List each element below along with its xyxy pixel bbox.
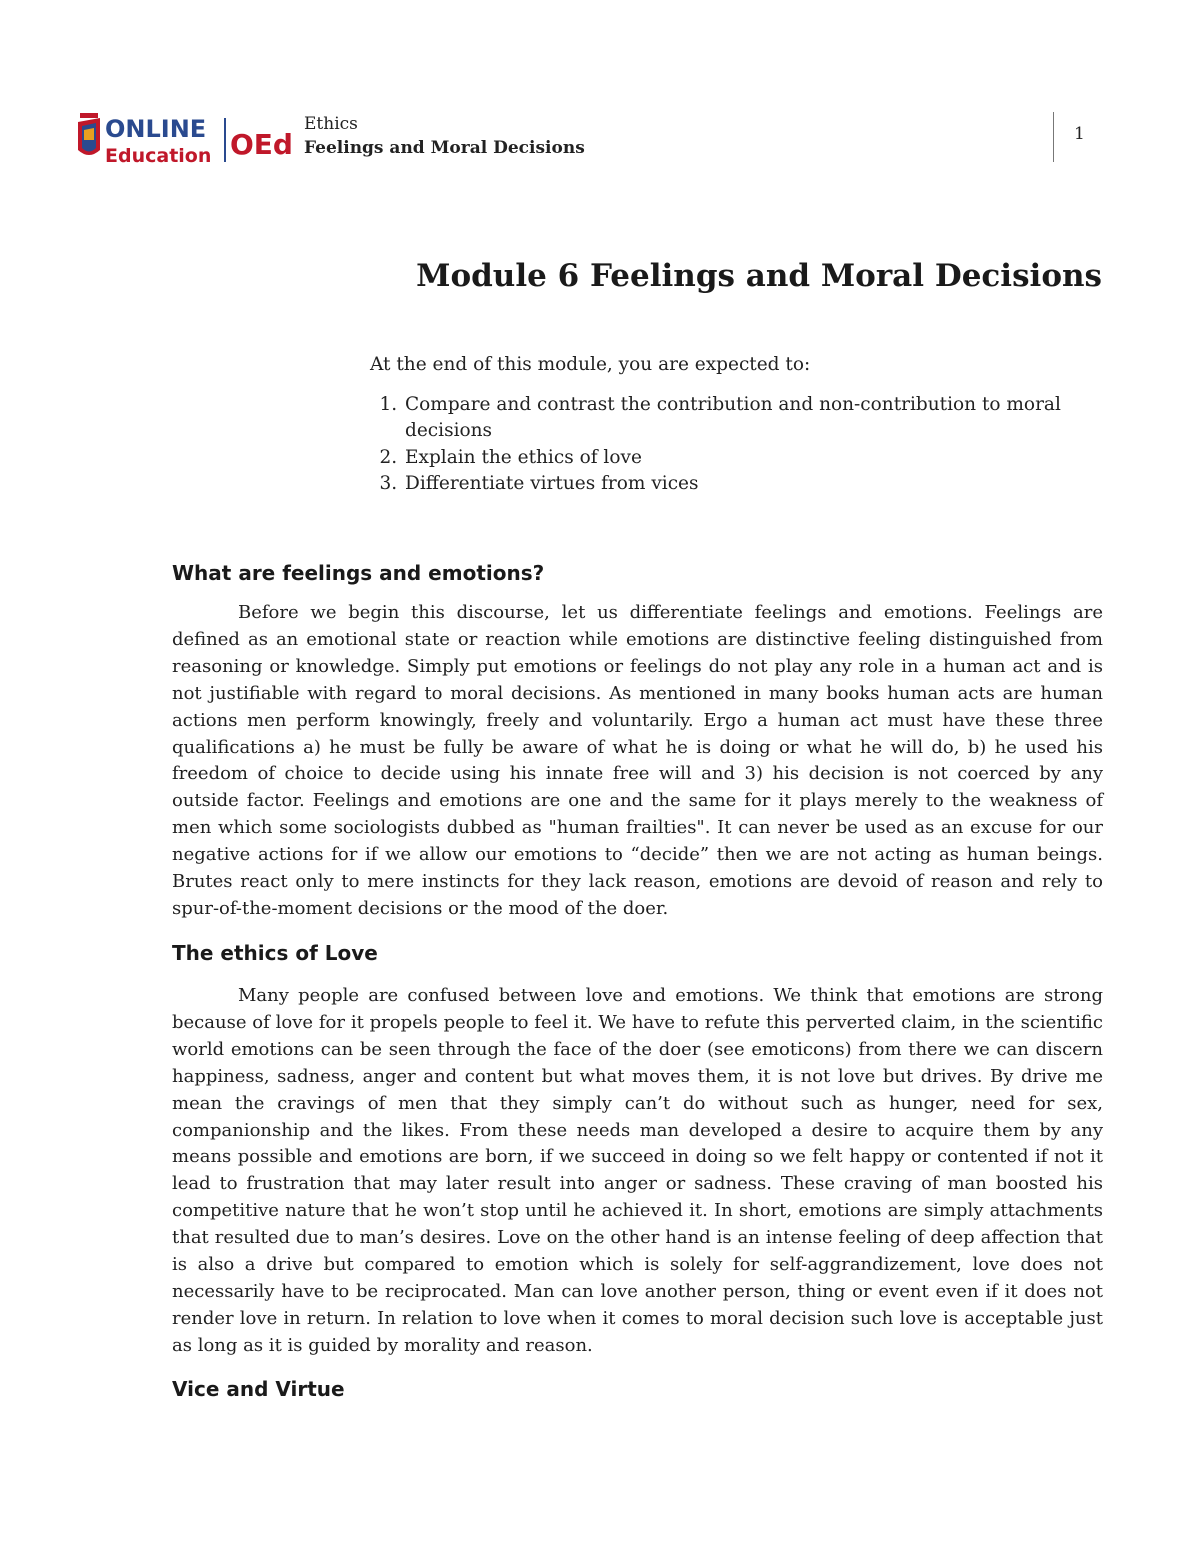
objective-item: 2. Explain the ethics of love [403, 445, 1100, 472]
shield-icon [78, 113, 100, 155]
module-title: Module 6 Feelings and Moral Decisions [416, 258, 1102, 294]
header-text [304, 112, 585, 160]
section-heading: What are feelings and emotions? [172, 561, 545, 585]
section-ethics-of-love [172, 940, 1103, 1360]
page-number-divider [1053, 112, 1054, 162]
logo-education-text: Education [105, 145, 212, 166]
objective-item: 1. Compare and contrast the contribution and non-contribution to moral decisions [403, 392, 1100, 445]
online-education-logo [74, 110, 298, 166]
learning-objectives [370, 352, 1100, 498]
objectives-intro: At the end of this module, you are expected to: [370, 354, 811, 375]
objectives-list [370, 392, 1100, 498]
page-number: 1 [1074, 124, 1085, 144]
section-feelings-emotions [172, 560, 1103, 923]
course-name: Ethics [304, 114, 358, 134]
section-heading: The ethics of Love [172, 941, 378, 965]
objective-item: 3. Differentiate virtues from vices [403, 471, 1100, 498]
section-heading: Vice and Virtue [172, 1377, 345, 1401]
logo-online-text: ONLINE [105, 115, 207, 143]
logo-oed-text: OEd [230, 128, 293, 161]
section-vice-virtue [172, 1376, 1103, 1402]
section-body: Before we begin this discourse, let us differentiate feelings and emotions. Feelings are defined as an emotional state or reaction while emotions are distinctive feeling distinguished from reasoning or knowledge. Simply put emotions or feelings do not play any role in a human act and is not justifiable with regard to moral decisions. As mentioned in many books human acts are human actions men perform knowingly, freely and voluntarily. Ergo a human act must have these three qualifications a) he must be fully be aware of what he is doing or what he will do, b) he used his freedom of choice to decide using his innate free will and 3) his decision is not coerced by any outside factor. Feelings and emotions are one and the same for it plays merely to the weakness of men which some sociologists dubbed as "human frailties". It can never be used as an excuse for our negative actions for if we allow our emotions to “decide” then we are not acting as human beings. Brutes react only to mere instincts for they lack reason, emotions are devoid of reason and rely to spur-of-the-moment decisions or the mood of the doer. [172, 602, 1103, 919]
section-body: Many people are confused between love and emotions. We think that emotions are strong because of love for it propels people to feel it. We have to refute this perverted claim, in the scientific world emotions can be seen through the face of the doer (see emoticons) from there we can discern happiness, sadness, anger and content but what moves them, it is not love but drives. By drive me mean the cravings of men that they simply can’t do without such as hunger, need for sex, companionship and the likes. From these needs man developed a desire to acquire them by any means possible and emotions are born, if we succeed in doing so we felt happy or contented if not it lead to frustration that may later result into anger or sadness. These craving of man boosted his competitive nature that he won’t stop until he achieved it. In short, emotions are simply attachments that resulted due to man’s desires. Love on the other hand is an intense feeling of deep affection that is also a drive but compared to emotion which is solely for self-aggrandizement, love does not necessarily have to be reciprocated. Man can love another person, thing or event even if it does not render love in return. In relation to love when it comes to moral decision such love is acceptable just as long as it is guided by morality and reason. [172, 985, 1103, 1356]
page-header [74, 108, 1124, 164]
course-subtitle: Feelings and Moral Decisions [304, 138, 585, 158]
logo-divider [224, 118, 226, 162]
